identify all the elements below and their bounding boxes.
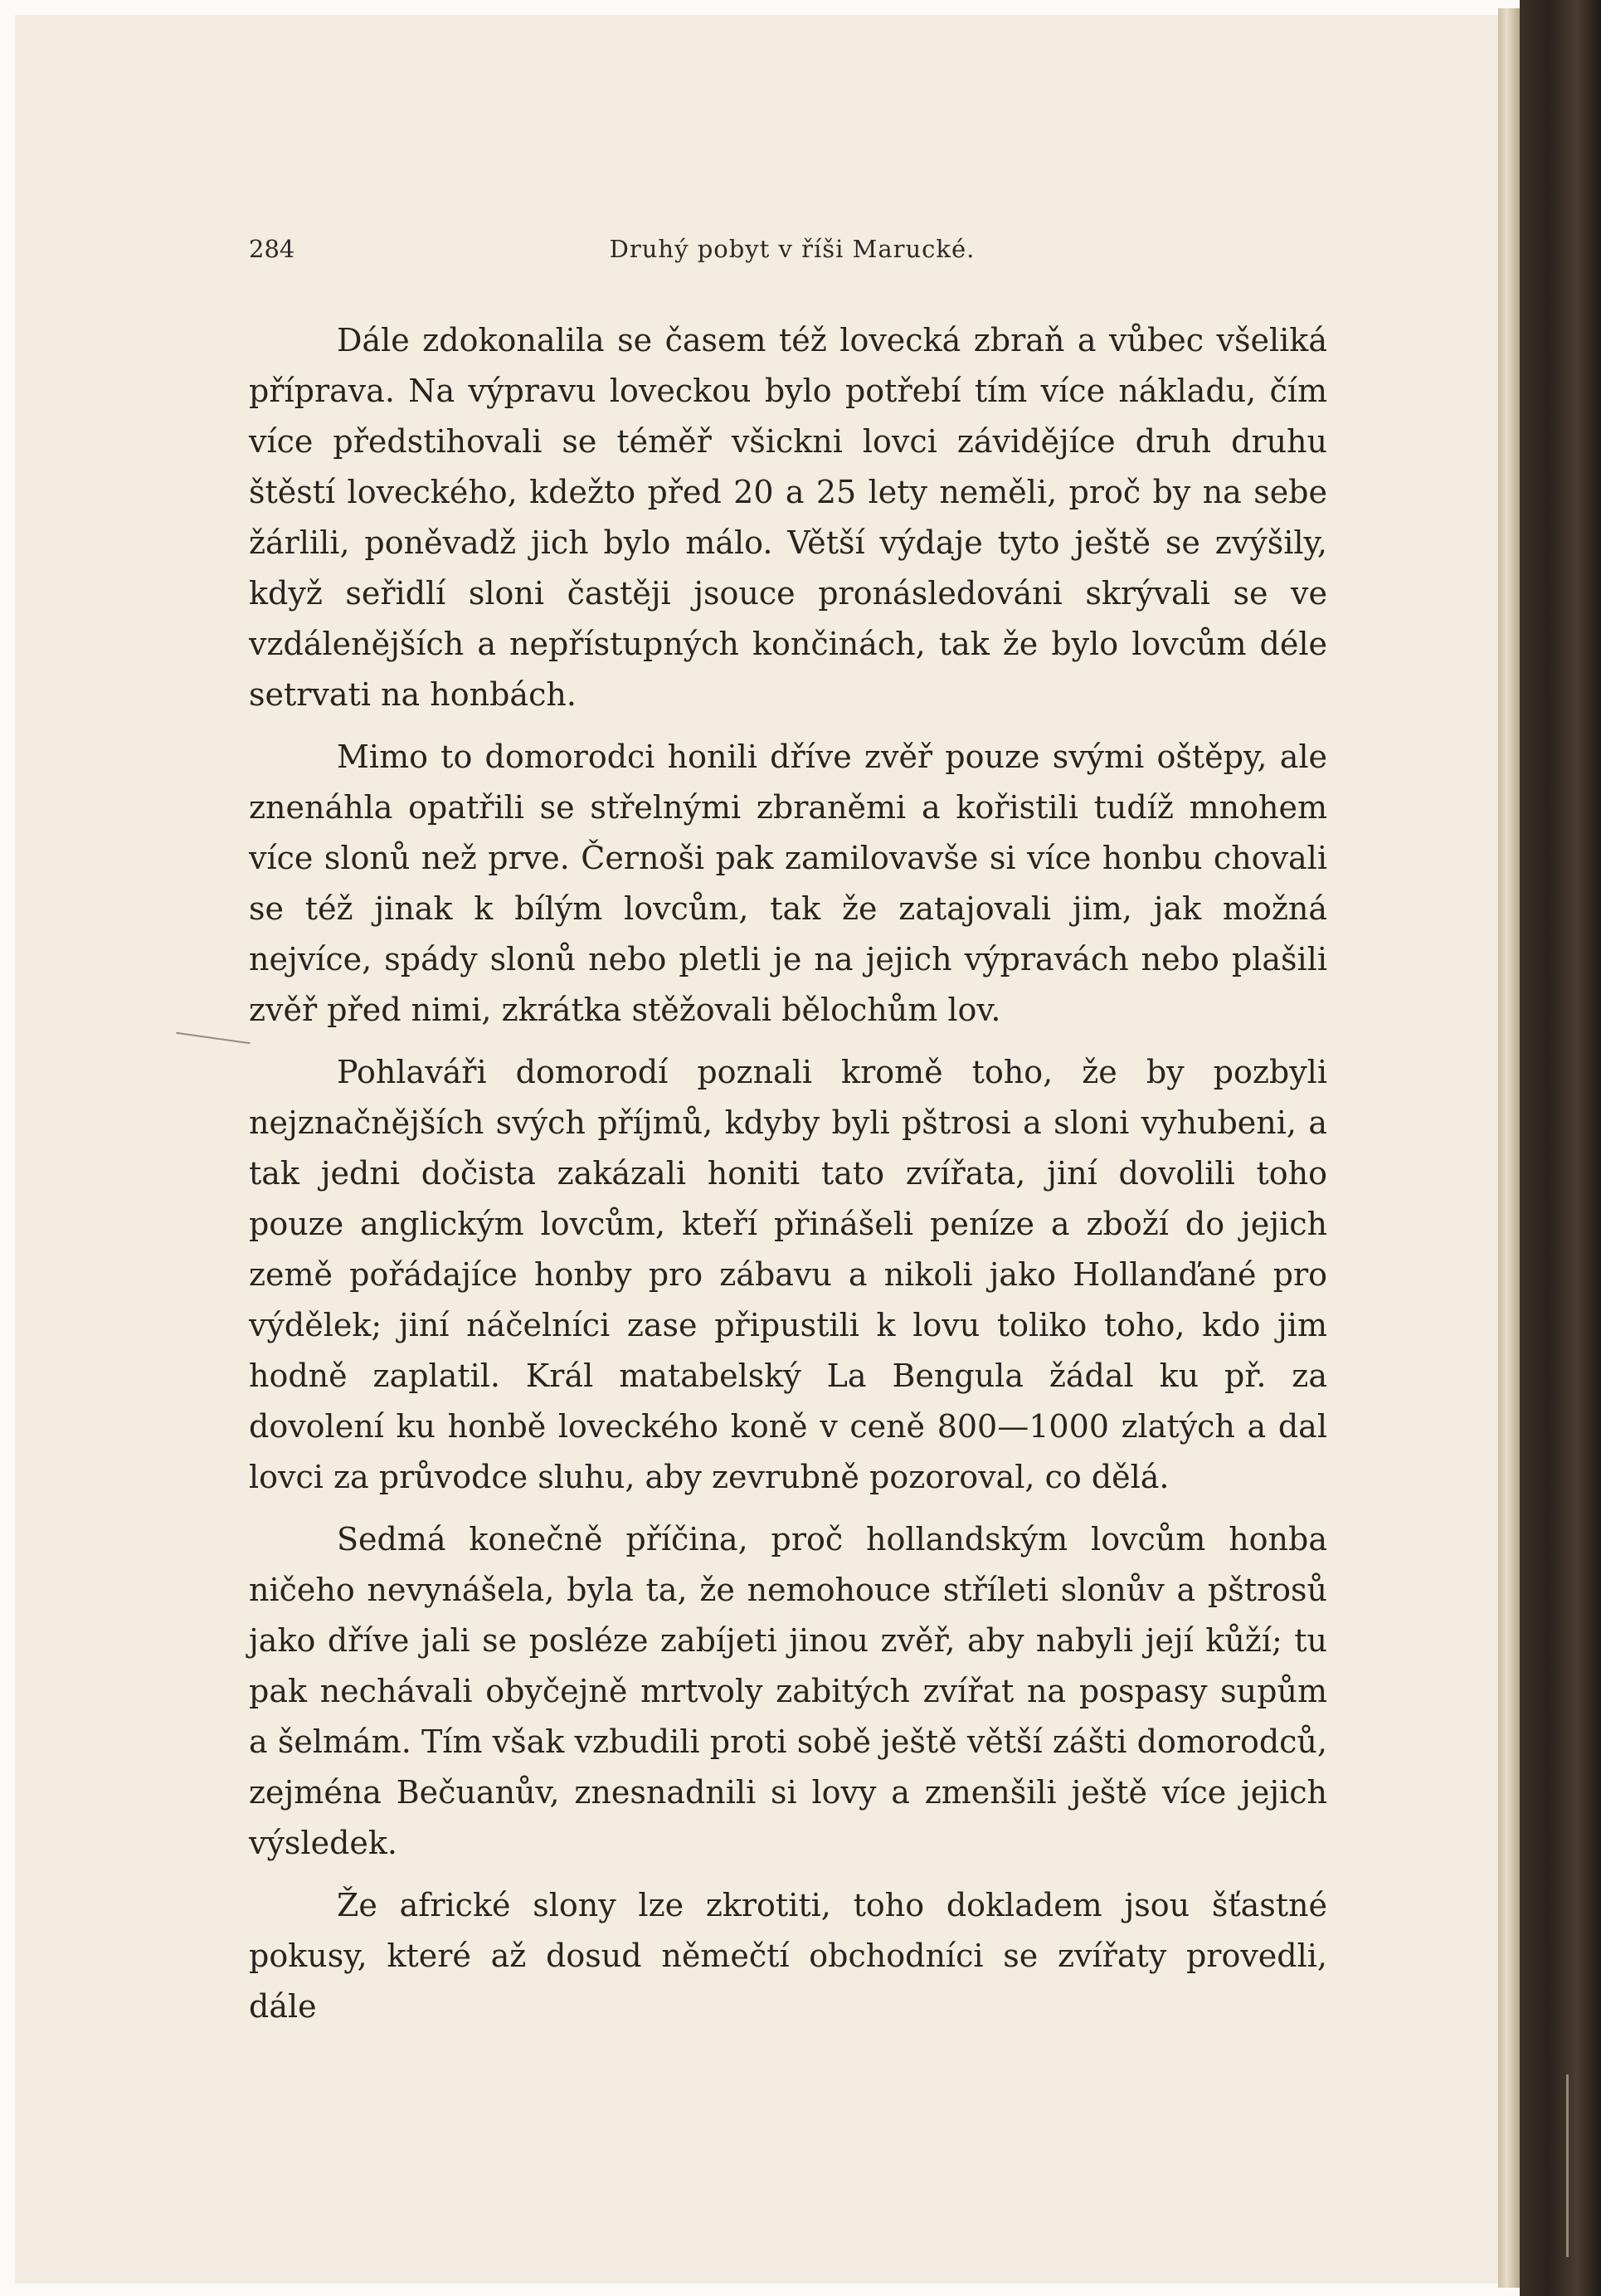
paragraph-5: Že africké slony lze zkrotiti, toho dokladem jsou šťastné pokusy, které až dosud němečtí obchodníci se zvířaty provedli, dále: [249, 1887, 1327, 2025]
paragraph-3: Pohlaváři domorodí poznali kromě toho, že by pozbyli nejznačnějších svých příjmů, kdyby byli pštrosi a sloni vyhubeni, a tak jedni dočista zakázali honiti tato zvířata, jiní dovolili toho pouze anglickým lovcům, kteří přinášeli peníze a zboží do jejich země pořádajíce honby pro zábavu a nikoli jako Hollanďané pro výdělek; jiní náčelníci zase připustili k lovu toliko toho, kdo jim hodně zaplatil. Král matabelský La Bengula žádal ku př. za dovolení ku honbě loveckého koně v ceně 800—1000 zlatých a dal lovci za průvodce sluhu, aby zevrubně pozoroval, co dělá.: [249, 1054, 1327, 1495]
running-title: Druhý pobyt v říši Marucké.: [609, 235, 976, 263]
paragraph-2: Mimo to domorodci honili dříve zvěř pouze svými oštěpy, ale znenáhla opatřili se střelnými zbraněmi a kořistili tudíž mnohem více slonů než prve. Černoši pak zamilovavše si více honbu chovali se též jinak k bílým lovcům, tak že zatajovali jim, jak možná nejvíce, spády slonů nebo pletli je na jejich výpravách nebo plašili zvěř před nimi, zkrátka stěžovali bělochům lov.: [249, 739, 1327, 1028]
paragraph-4: Sedmá konečně příčina, proč hollandským lovcům honba ničeho nevynášela, byla ta, že nemohouce stříleti slonův a pštrosů jako dříve jali se posléze zabíjeti jinou zvěř, aby nabyli její kůží; tu pak nechávali obyčejně mrtvoly zabitých zvířat na pospasy supům a šelmám. Tím však vzbudili proti sobě ještě větší zášti domorodců, zejména Bečuanův, znesnadnili si lovy a zmenšili ještě více jejich výsledek.: [249, 1521, 1327, 1861]
page-edge-shadow: [1498, 8, 1520, 2288]
page-number: 284: [249, 235, 295, 263]
paragraph-1: Dále zdokonalila se časem též lovecká zbraň a vůbec všeliká příprava. Na výpravu loveckou bylo potřebí tím více nákladu, čím více předstihovali se téměř všickni lovci závidějíce druh druhu štěstí loveckého, kdežto před 20 a 25 lety neměli, proč by na sebe žárlili, poněvadž jich bylo málo. Větší výdaje tyto ještě se zvýšily, když seřidlí sloni častěji jsouce pronásledováni skrývali se ve vzdálenějších a nepřístupných končinách, tak že bylo lovcům déle setrvati na honbách.: [249, 322, 1327, 713]
running-header: [249, 235, 1336, 268]
book-cover-edge: [1520, 0, 1601, 2296]
cover-highlight: [1566, 2074, 1569, 2257]
body-text: [249, 315, 1327, 2044]
